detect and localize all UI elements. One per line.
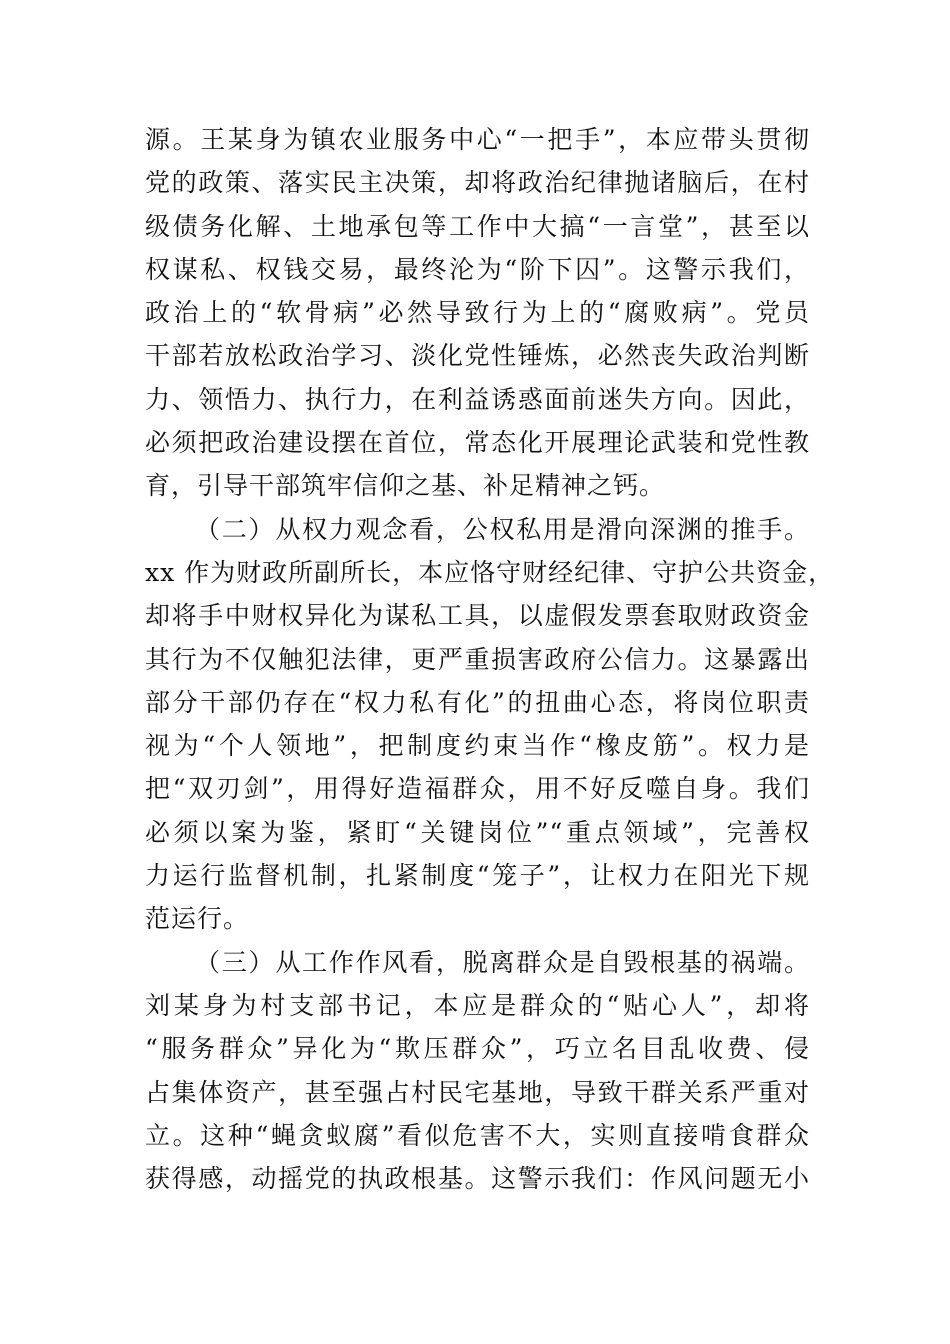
text-line: 刘某身为村支部书记，本应是群众的“贴心人”，却将 [145,990,810,1020]
section-heading-3: （三）从工作作风看，脱离群众是自毁根基的祸端。 [195,947,810,977]
text-line: 立。这种“蝇贪蚁腐”看似危害不大，实则直接啃食群众 [145,1120,810,1150]
text-line: 把“双刃剑”，用得好造福群众，用不好反噬自身。我们 [145,774,810,804]
text-line: “服务群众”异化为“欺压群众”，巧立名目乱收费、侵 [145,1034,810,1064]
text-line: 力运行监督机制，扎紧制度“笼子”，让权力在阳光下规 [145,861,810,891]
text-line: 却将手中财权异化为谋私工具，以虚假发票套取财政资金 [145,601,810,631]
text-line: 其行为不仅触犯法律，更严重损害政府公信力。这暴露出 [145,644,810,674]
text-line: 部分干部仍存在“权力私有化”的扭曲心态，将岗位职责 [145,687,810,717]
text-line: 获得感，动摇党的执政根基。这警示我们：作风问题无小 [145,1164,810,1194]
text-line: xx 作为财政所副所长，本应恪守财经纪律、守护公共资金， [145,557,835,587]
text-line: 源。王某身为镇农业服务中心“一把手”，本应带头贯彻 [145,125,810,154]
text-line: 干部若放松政治学习、淡化党性锤炼，必然丧失政治判断 [145,341,810,371]
text-line: 必须以案为鉴，紧盯“关键岗位”“重点领域”，完善权 [145,817,810,847]
text-line: 必须把政治建设摆在首位，常态化开展理论武装和党性教 [145,428,810,458]
body-text [145,118,835,1200]
text-line: 权谋私、权钱交易，最终沦为“阶下囚”。这警示我们， [145,254,810,284]
text-line: 党的政策、落实民主决策，却将政治纪律抛诸脑后，在村 [145,168,810,198]
section-heading-2: （二）从权力观念看，公权私用是滑向深渊的推手。 [195,514,810,544]
text-line: 级债务化解、土地承包等工作中大搞“一言堂”，甚至以 [145,211,810,241]
text-line: 政治上的“软骨病”必然导致行为上的“腐败病”。党员 [145,298,810,328]
text-line: 占集体资产，甚至强占村民宅基地，导致干群关系严重对 [145,1077,810,1107]
text-line: 范运行。 [145,904,250,934]
text-line: 育，引导干部筑牢信仰之基、补足精神之钙。 [145,471,666,501]
text-line: 力、领悟力、执行力，在利益诱惑面前迷失方向。因此， [145,384,810,414]
text-line: 视为“个人领地”，把制度约束当作“橡皮筋”。权力是 [145,731,810,761]
